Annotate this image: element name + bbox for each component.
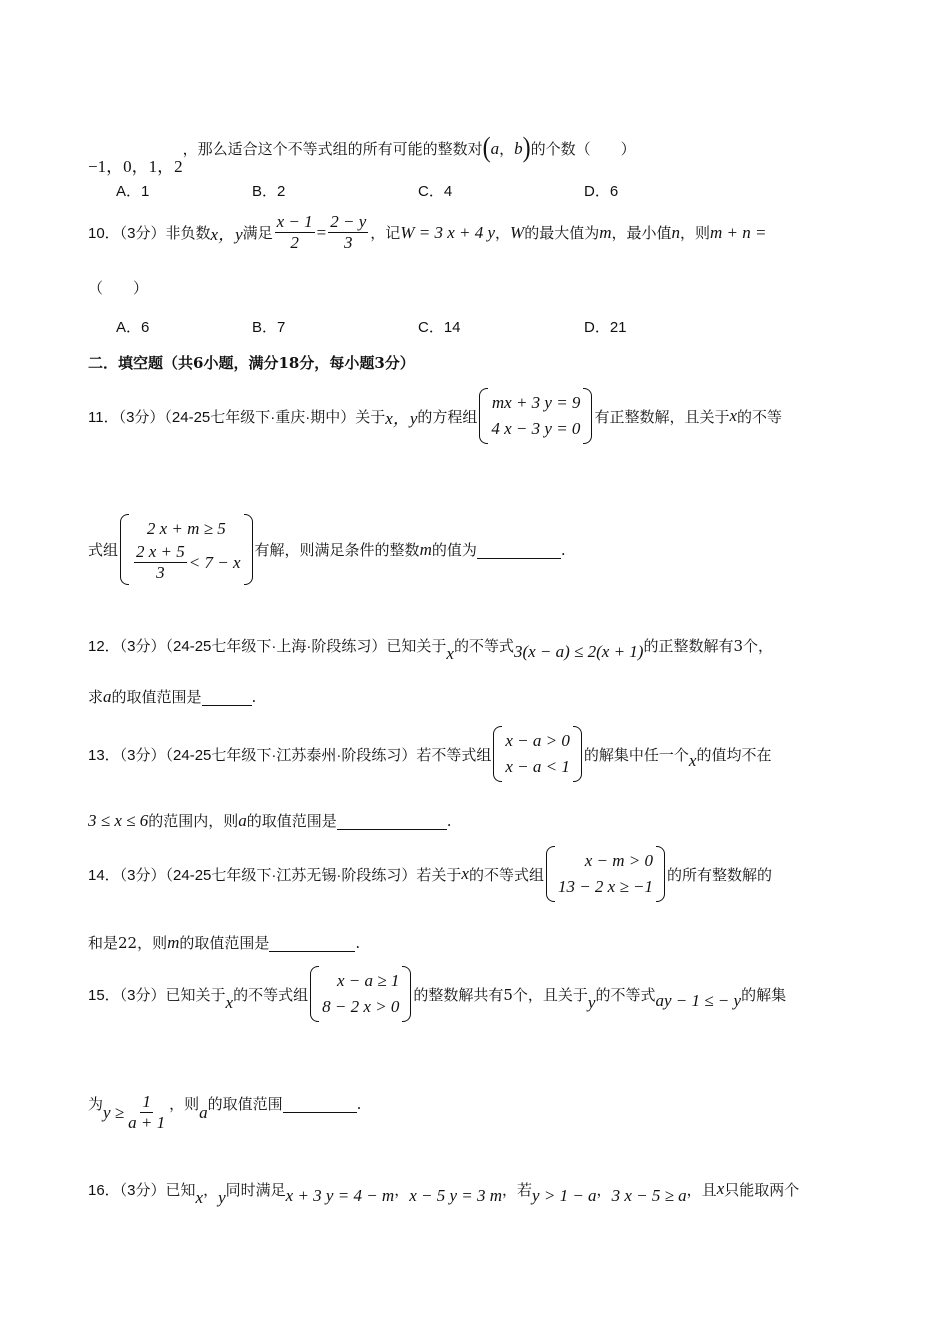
q13-line-1: 13．（3分）（24-25七年级下·江苏泰州·阶段练习）若不等式组 x − a > 0 x − a < 1 的解集中任一个 x 的值均不在: [88, 726, 771, 782]
q10-line: 10．（3分）非负数 x，y 满足 $\frac{x - 1}{2}$ = $\frac{2 - y}{3}$ ，记 W = 3 x + 4 y ， W 的最大值为 m ，最小值 n ，则 m + n =: [88, 212, 767, 252]
q9-option-d: D．6: [584, 183, 619, 200]
q9-text: ，那么适合这个不等式组的所有可能的整数对: [182, 140, 483, 158]
q14-prefix: 14．（3分）（24-25七年级下·江苏无锡·阶段练习）若关于: [88, 866, 462, 884]
q15-inequality: ay − 1 ≤ − y: [655, 991, 742, 1010]
q10-mid: 满足: [242, 224, 273, 242]
q15-line-2: 为 y ≥ $\frac{1}{a + 1}$ ，则 a 的取值范围 .: [88, 1092, 362, 1132]
q10-option-b: B．7: [252, 319, 286, 336]
q9-after: 的个数（ ）: [530, 140, 636, 158]
q16-equation-1: x + 3 y = 4 − m: [285, 1186, 395, 1205]
q9-values: −1，0，1，2: [88, 157, 183, 176]
q14-answer-blank[interactable]: [269, 933, 355, 952]
q11-equation-system: mx + 3 y = 9 4 x − 3 y = 0: [479, 388, 592, 444]
q16-line-1: 16．（3分）已知 x ， y 同时满足 x + 3 y = 4 − m ， x − 5 y = 3 m ，若 y > 1 − a ， 3 x − 5 ≥ a ，且 x 只能取两个: [88, 1179, 800, 1207]
q10-fraction-2: $\frac{2 - y}{3}$: [330, 212, 367, 252]
q12-inequality: 3(x − a) ≤ 2(x + 1): [513, 642, 644, 661]
q15-fraction: $\frac{1}{a + 1}$: [128, 1092, 166, 1132]
q14-line-2: 和是22，则 m 的取值范围是 .: [88, 932, 361, 952]
q11-line-2: 式组 2 x + m ≥ 5 $\frac{2 x + 5}{3}$ < 7 − x 有解，则满足条件的整数 m 的值为 .: [88, 514, 566, 585]
q15-prefix: 15．（3分）已知关于: [88, 986, 226, 1004]
q9-tail-line: −1，0，1，2 ，那么适合这个不等式组的所有可能的整数对 ( a ， b ) 的个数（ ）: [88, 132, 636, 176]
q16-inequality-1: y > 1 − a: [532, 1186, 597, 1205]
q13-answer-blank[interactable]: [337, 811, 447, 830]
q15-line-1: 15．（3分）已知关于 x 的不等式组 x − a ≥ 1 8 − 2 x > 0 的整数解共有5个，且关于 y 的不等式 ay − 1 ≤ − y 的解集: [88, 966, 786, 1022]
q10-paren: （ ）: [88, 279, 149, 297]
q9-pair-b: b: [514, 138, 523, 158]
q10-prefix: 10．（3分）非负数: [88, 225, 211, 242]
q16-inequality-2: 3 x − 5 ≥ a: [611, 1186, 687, 1205]
q9-option-c: C．4: [418, 183, 453, 200]
q11-prefix: 11．（3分）（24-25七年级下·重庆·期中）关于: [88, 408, 386, 426]
q13-inequality-system: x − a > 0 x − a < 1: [493, 726, 582, 782]
q12-line-1: 12．（3分）（24-25七年级下·上海·阶段练习）已知关于 x 的不等式 3(x − a) ≤ 2(x + 1) 的正整数解有3个，: [88, 636, 774, 663]
q15-answer-blank[interactable]: [283, 1094, 357, 1113]
q10-option-c: C．14: [418, 319, 461, 336]
q16-prefix: 16．（3分）已知: [88, 1181, 196, 1199]
q12-line-2: 求 a 的取值范围是 .: [88, 686, 257, 706]
q10-fraction-1: $\frac{x - 1}{2}$: [276, 212, 313, 252]
q9-option-a: A．1: [116, 183, 150, 200]
q13-line-2: 3 ≤ x ≤ 6 的范围内，则 a 的取值范围是 .: [88, 810, 452, 830]
q12-prefix: 12．（3分）（24-25七年级下·上海·阶段练习）已知关于: [88, 637, 447, 655]
q13-prefix: 13．（3分）（24-25七年级下·江苏泰州·阶段练习）若不等式组: [88, 746, 492, 764]
q10-sum: m + n =: [710, 222, 767, 242]
q9-option-b: B．2: [252, 183, 286, 200]
q10-vars: x，y: [210, 225, 243, 244]
q10-option-d: D．21: [584, 319, 627, 336]
section-2-heading: 二．填空题（共6小题，满分18分，每小题3分）: [88, 354, 415, 372]
q11-line-1: 11．（3分）（24-25七年级下·重庆·期中）关于 x，y 的方程组 mx + 3 y = 9 4 x − 3 y = 0 有正整数解，且关于 x 的不等: [88, 388, 782, 444]
q16-equation-2: x − 5 y = 3 m: [409, 1186, 503, 1205]
q11-answer-blank[interactable]: [477, 540, 561, 559]
q10-w-expression: W = 3 x + 4 y: [400, 222, 496, 242]
q12-answer-blank[interactable]: [202, 687, 252, 706]
q15-inequality-system: x − a ≥ 1 8 − 2 x > 0: [310, 966, 411, 1022]
q9-pair-sep: ，: [499, 140, 515, 158]
q10-option-a: A．6: [116, 319, 150, 336]
q13-range: 3 ≤ x ≤ 6: [88, 810, 149, 830]
q14-line-1: 14．（3分）（24-25七年级下·江苏无锡·阶段练习）若关于 x 的不等式组 x − m > 0 13 − 2 x ≥ −1 的所有整数解的: [88, 846, 772, 902]
q11-inequality-system: 2 x + m ≥ 5 $\frac{2 x + 5}{3}$ < 7 − x: [120, 514, 253, 585]
q14-inequality-system: x − m > 0 13 − 2 x ≥ −1: [546, 846, 665, 902]
q9-pair-a: a: [490, 138, 500, 158]
